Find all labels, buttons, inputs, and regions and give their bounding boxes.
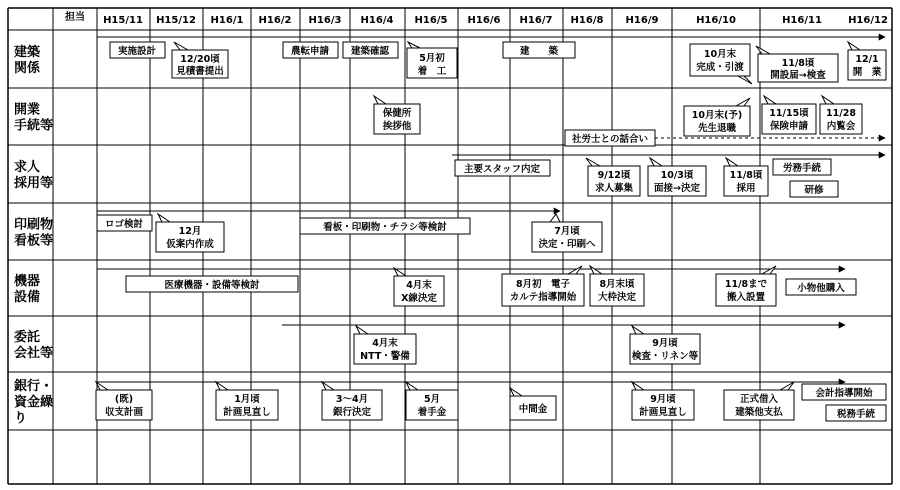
svg-text:着手金: 着手金 [417, 407, 447, 418]
month-header: H16/2 [258, 15, 292, 26]
svg-text:大枠決定: 大枠決定 [597, 292, 637, 303]
svg-text:小物他購入: 小物他購入 [797, 283, 845, 294]
svg-text:11/15頃: 11/15頃 [769, 108, 809, 119]
task-ntt [354, 326, 416, 364]
row-label: 求人 [14, 160, 41, 175]
svg-text:7月頃: 7月頃 [554, 226, 580, 237]
row-label: 会社等 [14, 346, 54, 361]
svg-text:8月末頃: 8月末頃 [599, 279, 635, 290]
svg-text:4月末: 4月末 [372, 338, 398, 349]
task-keikaku2 [632, 382, 694, 420]
task-boshu [586, 158, 640, 196]
svg-text:5月: 5月 [423, 394, 441, 405]
svg-text:9月頃: 9月頃 [652, 338, 678, 349]
svg-text:11/8まで: 11/8まで [724, 279, 768, 290]
svg-text:内覧会: 内覧会 [826, 121, 856, 132]
timeline-arrows [97, 37, 885, 382]
svg-text:12月: 12月 [178, 226, 202, 237]
row-label: 手続等 [14, 118, 54, 134]
svg-text:11/8頃: 11/8頃 [781, 58, 815, 69]
row-labels [13, 44, 53, 426]
svg-text:計画見直し: 計画見直し [223, 407, 271, 418]
task-xsen [394, 268, 444, 306]
svg-text:NTT・警備: NTT・警備 [360, 351, 410, 362]
row-label: 委託 [14, 330, 41, 345]
svg-text:収支計画: 収支計画 [104, 407, 144, 418]
svg-text:建 築: 建 築 [519, 46, 559, 57]
svg-text:採用: 採用 [736, 183, 756, 194]
svg-text:5月初: 5月初 [419, 53, 445, 64]
month-header: H16/3 [308, 15, 342, 26]
svg-text:4月末: 4月末 [406, 280, 432, 291]
svg-text:建築確認: 建築確認 [350, 46, 390, 57]
svg-text:決定・印刷へ: 決定・印刷へ [538, 239, 596, 250]
svg-text:保健所: 保健所 [382, 108, 412, 119]
svg-text:実施設計: 実施設計 [117, 46, 157, 57]
month-header: H16/8 [570, 15, 604, 26]
row-label: 関係 [14, 61, 41, 76]
svg-text:見積書提出: 見積書提出 [176, 66, 224, 77]
month-header: H16/12 [848, 15, 888, 26]
svg-text:11/8頃: 11/8頃 [729, 170, 763, 181]
task-saiyo [724, 158, 768, 196]
svg-text:農転申請: 農転申請 [290, 46, 330, 57]
month-header: H16/11 [782, 15, 822, 26]
svg-text:建築他支払: 建築他支払 [735, 407, 783, 418]
svg-text:8月初 電子: 8月初 電子 [515, 279, 571, 290]
svg-text:完成・引渡: 完成・引渡 [696, 62, 744, 73]
svg-text:銀行決定: 銀行決定 [332, 407, 372, 418]
month-header: H16/1 [210, 15, 244, 26]
svg-text:研修: 研修 [804, 185, 824, 196]
svg-text:主要スタッフ内定: 主要スタッフ内定 [463, 164, 541, 175]
svg-text:労務手続: 労務手続 [782, 163, 822, 174]
svg-text:搬入設置: 搬入設置 [726, 292, 766, 303]
month-header: H16/9 [625, 15, 659, 26]
svg-text:カルテ指導開始: カルテ指導開始 [509, 292, 577, 303]
task-hoken [762, 96, 816, 134]
svg-text:3～4月: 3～4月 [335, 394, 369, 405]
svg-text:医療機器・設備等検討: 医療機器・設備等検討 [164, 280, 260, 291]
task-chukan [510, 388, 556, 420]
svg-text:1月頃: 1月頃 [234, 394, 260, 405]
svg-text:会計指導開始: 会計指導開始 [815, 388, 873, 399]
svg-text:9月頃: 9月頃 [650, 394, 676, 405]
task-noten [283, 42, 338, 58]
svg-text:先生退職: 先生退職 [697, 123, 737, 134]
svg-text:面接→決定: 面接→決定 [654, 183, 700, 194]
header-tanto: 担当 [65, 12, 85, 23]
svg-text:9/12頃: 9/12頃 [597, 170, 631, 181]
month-header: H16/7 [519, 15, 553, 26]
row-label: 銀行・ [14, 379, 54, 394]
svg-text:12/20頃: 12/20頃 [180, 54, 220, 65]
svg-text:(既): (既) [114, 394, 134, 405]
task-mitsumori [172, 42, 228, 78]
svg-text:着 工: 着 工 [417, 66, 447, 77]
task-chakko [407, 42, 457, 78]
task-labels [96, 42, 886, 421]
svg-text:検査・リネン等: 検査・リネン等 [631, 351, 699, 362]
row-label: 機器 [14, 274, 41, 289]
svg-text:10/3頃: 10/3頃 [660, 170, 694, 181]
row-label: 採用等 [14, 176, 54, 191]
task-kansei [690, 44, 752, 84]
month-header: H16/5 [414, 15, 448, 26]
month-header: H16/10 [696, 15, 736, 26]
row-label: 開業 [14, 102, 41, 118]
svg-text:看板・印刷物・チラシ等検討: 看板・印刷物・チラシ等検討 [323, 222, 447, 233]
task-kenshu [790, 181, 838, 197]
row-label: 設備 [14, 290, 41, 305]
task-shushi [96, 382, 152, 420]
task-logo [97, 215, 152, 231]
task-karte [502, 266, 584, 306]
svg-text:開設届→検査: 開設届→検査 [770, 70, 826, 81]
task-ginkou [322, 382, 382, 420]
svg-text:正式借入: 正式借入 [739, 394, 779, 405]
task-komono [786, 279, 856, 295]
svg-text:求人募集: 求人募集 [594, 183, 634, 194]
svg-text:税務手続: 税務手続 [836, 409, 876, 420]
row-label: り [14, 411, 28, 426]
month-header: H15/12 [156, 15, 196, 26]
svg-text:ロゴ検討: ロゴ検討 [104, 219, 144, 230]
row-label: 資金繰 [14, 395, 54, 410]
task-staff [455, 160, 550, 176]
svg-text:11/28: 11/28 [826, 108, 856, 119]
task-kaigyo [848, 42, 886, 80]
svg-text:挨拶他: 挨拶他 [382, 121, 412, 132]
svg-text:10月末: 10月末 [703, 49, 737, 60]
row-label: 建築 [14, 45, 41, 60]
month-header: H16/6 [467, 15, 501, 26]
task-hannyu [716, 266, 776, 306]
task-kaikei [802, 384, 886, 400]
task-taiwaku [590, 266, 644, 306]
task-taishoku [684, 98, 750, 136]
task-chakushu [406, 382, 458, 420]
task-zeimu [826, 405, 886, 421]
task-sharoushi [565, 130, 655, 146]
month-header: H15/11 [103, 15, 143, 26]
task-kaisetsu [756, 46, 838, 82]
svg-text:10月末(予): 10月末(予) [691, 110, 743, 121]
task-jisshi [110, 42, 165, 58]
task-iryo [126, 276, 298, 292]
task-kensa [630, 326, 700, 364]
task-kettei [532, 214, 602, 252]
row-label: 印刷物 [14, 217, 54, 233]
svg-text:社労士との話合い: 社労士との話合い [571, 134, 649, 145]
task-romu [773, 159, 831, 175]
svg-text:12/1: 12/1 [855, 54, 879, 65]
month-headers [103, 15, 888, 26]
svg-text:X線決定: X線決定 [401, 293, 437, 304]
svg-text:保険申請: 保険申請 [769, 121, 809, 132]
task-keikaku1 [216, 382, 278, 420]
month-header: H16/4 [360, 15, 394, 26]
task-kanban [300, 218, 470, 234]
svg-text:開 業: 開 業 [852, 67, 882, 78]
task-annai [156, 214, 224, 252]
svg-text:計画見直し: 計画見直し [639, 407, 687, 418]
svg-text:中間金: 中間金 [518, 404, 548, 415]
task-kenchiku [503, 42, 575, 58]
task-kariire [724, 382, 794, 420]
row-label: 看板等 [14, 233, 54, 249]
task-mensetsu [648, 158, 706, 196]
task-kakunin [343, 42, 398, 58]
svg-text:仮案内作成: 仮案内作成 [166, 239, 214, 250]
task-nairankai [820, 96, 862, 134]
task-hokenjo [374, 96, 420, 134]
